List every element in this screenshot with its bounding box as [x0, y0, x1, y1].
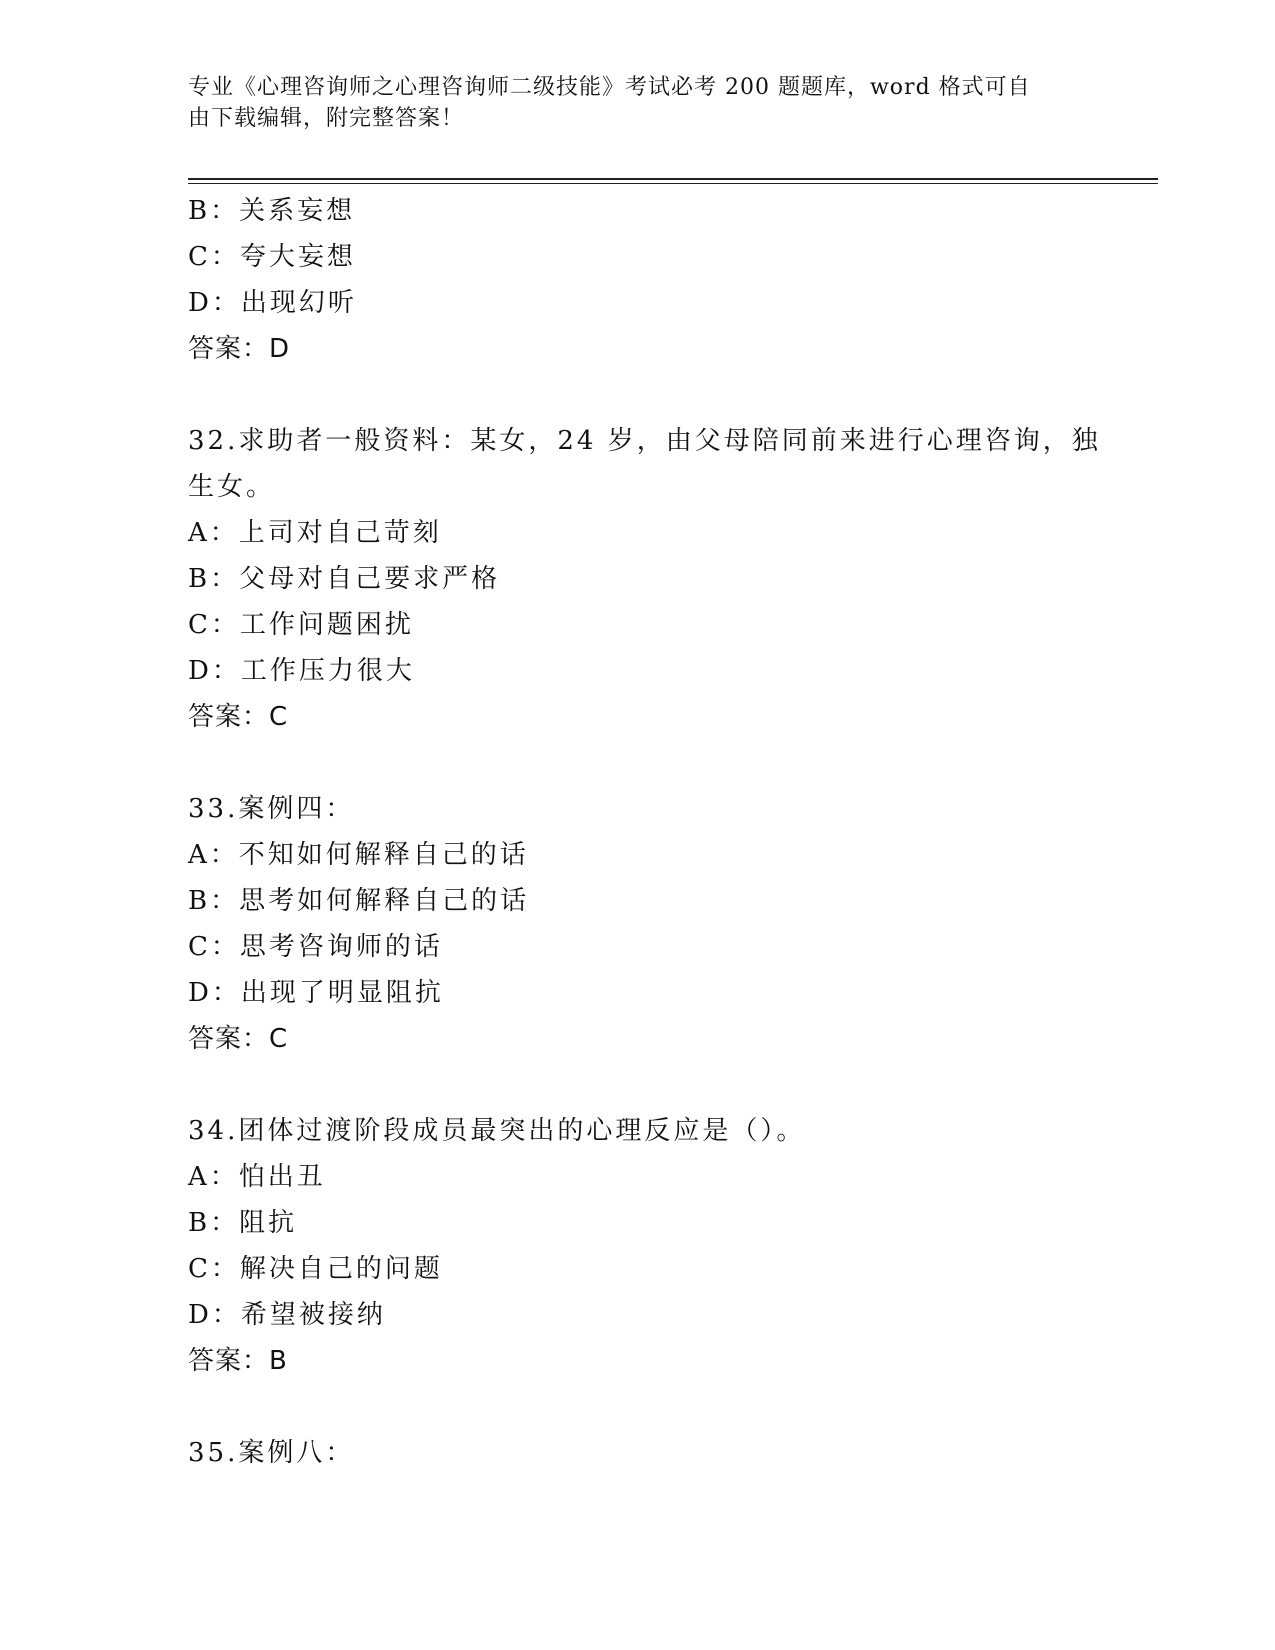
question-stem: 33.案例四：	[188, 794, 355, 824]
option-d: D：出现了明显阻抗	[188, 978, 444, 1008]
question-33	[188, 786, 1088, 1062]
option-d: D：工作压力很大	[188, 656, 415, 686]
option-b: B：关系妄想	[188, 196, 356, 226]
option-b: B：父母对自己要求严格	[188, 564, 501, 594]
question-stem: 34.团体过渡阶段成员最突出的心理反应是（）。	[188, 1116, 806, 1146]
header-divider-thick	[188, 178, 1158, 180]
spacer	[188, 740, 1088, 786]
option-c: C：夸大妄想	[188, 242, 356, 272]
option-b: B：阻抗	[188, 1208, 298, 1238]
question-35	[188, 1430, 1088, 1476]
answer: 答案：C	[188, 702, 289, 732]
option-c: C：解决自己的问题	[188, 1254, 443, 1284]
header-line-1: 专业《心理咨询师之心理咨询师二级技能》考试必考 200 题题库，word 格式可自	[188, 75, 1031, 100]
answer: 答案：C	[188, 1024, 289, 1054]
option-a: A：上司对自己苛刻	[188, 518, 442, 548]
answer: 答案：B	[188, 1346, 288, 1376]
header-divider-thin	[188, 183, 1158, 184]
spacer	[188, 372, 1088, 418]
question-31	[188, 188, 1088, 372]
option-b: B：思考如何解释自己的话	[188, 886, 530, 916]
option-a: A：怕出丑	[188, 1162, 326, 1192]
question-32	[188, 418, 1101, 740]
question-stem-line-1: 32.求助者一般资料：某女，24 岁，由父母陪同前来进行心理咨询，独	[188, 426, 1101, 456]
question-stem-line-2: 生女。	[188, 472, 276, 502]
spacer	[188, 1062, 1088, 1108]
question-stem: 35.案例八：	[188, 1438, 355, 1468]
question-list	[188, 188, 1101, 1476]
option-c: C：思考咨询师的话	[188, 932, 443, 962]
option-a: A：不知如何解释自己的话	[188, 840, 529, 870]
page-header	[188, 72, 1088, 134]
spacer	[188, 1384, 1088, 1430]
option-c: C：工作问题困扰	[188, 610, 414, 640]
answer: 答案：D	[188, 334, 291, 364]
option-d: D：出现幻听	[188, 288, 357, 318]
option-d: D：希望被接纳	[188, 1300, 386, 1330]
question-34	[188, 1108, 1088, 1384]
header-line-2: 由下载编辑，附完整答案！	[188, 106, 465, 131]
